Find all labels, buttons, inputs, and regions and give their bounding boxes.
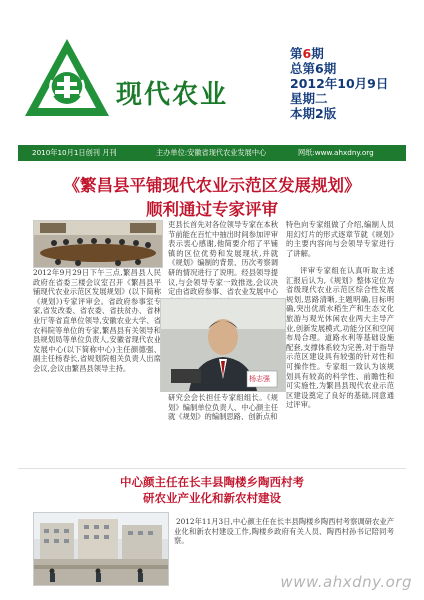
main-headline-line1: 《繁昌县平铺现代农业示范区发展规划》 <box>63 176 361 195</box>
meeting-photo <box>33 220 163 268</box>
second-headline-line1: 中心颜主任在长丰县陶楼乡陶西村考 <box>120 475 304 489</box>
article1-middle-bottom: 研究会会长担任专家组组长。《规划》编制单位负责人、中心颜主任就《规划》的编制思路、创新点和 <box>168 393 278 422</box>
section-divider <box>18 468 406 469</box>
second-headline-line2: 研农业产业化和新农村建设 <box>143 491 281 505</box>
info-bar <box>18 145 406 161</box>
speaker-photo <box>160 298 286 392</box>
issue-edition: 本期2版 <box>290 106 337 121</box>
total-issue: 总第6期 <box>290 61 337 76</box>
issue-date: 2012年10月9日 <box>290 76 389 91</box>
site-watermark: www.ahxdny.org <box>280 573 412 591</box>
issue-info <box>290 46 400 121</box>
main-headline-line2: 顺利通过专家评审 <box>146 200 278 219</box>
issue-weekday: 星期二 <box>290 91 328 106</box>
logo-emblem-icon <box>22 36 112 122</box>
website-info: 网纸:www.ahxdny.org <box>298 148 374 157</box>
article2-text: 2012年11月3日,中心颜主任在长丰县陶楼乡陶西村考察调研农业产业化和新农村建设工作,陶楼乡政府有关人员、陶西村孙书记陪同考察。 <box>174 517 394 546</box>
issue-number: 第6期 <box>290 46 324 61</box>
newspaper-logo <box>22 36 112 122</box>
sponsor-info: 主办单位:安徽省现代农业发展中心 <box>156 148 267 157</box>
article1-middle-top: 吏县长首先对各位领导专家在本秋节前能在百忙中抽出时间参加评审表示衷心感谢,他简要介绍了平铺镇的区位优势和发展现状,并就《规划》编制的背景、历次考察调研的情况进行了说明。经县领导提议,与会领导专家一致推选,会议决定由省政府参事、省农业发展中心 <box>168 220 278 297</box>
article1-left-column: 2012年9月29日下午三点,繁昌县人民政府在省委三楼会议室召开《繁昌县平铺现代农业示范区发展规划》(以下简称《规划》)专家评审会。省政府参事室专家,省发改委、省农委、省扶贫办、省林业厅等省直单位领导,安徽农业大学、省农科院等单位的专家,繁昌县有关领导和县规划局等单位负责人,安徽省现代农业发展中心(以下简称中心)主任颜德强、副主任杨春长,省规划院相关负责人出席会议,会议由繁昌县领导主持。 <box>33 268 161 373</box>
newspaper-title: 现代农业 <box>116 80 229 110</box>
village-photo <box>33 512 169 586</box>
article1-right-top: 特色向专家组做了介绍,编制人员用幻灯片的形式逐章节就《规划》的主要内容向与会领导专家进行了讲解。 <box>286 220 394 258</box>
speaker-nameplate: 杨志强 <box>249 375 270 383</box>
article1-right-main: 评审专家组在认真听取主述汇报后认为,《规划》整体定位为省级现代农业示范区综合性发展规划,思路清晰,主题明确,目标明确,突出优质水稻生产和生态文化旅游与观光休闲农业两大主导产业,创新发展模式,功能分区和空间布局合理。道路水利等基础设施配套,支撑体系较为完善,对于指导示范区建设具有较强的针对性和可操作性。专家组一致认为该规划具有较高的科学性、前瞻性和可实施性,为繁昌县现代农业示范区建设奠定了良好的基础,同意通过评审。 <box>286 266 394 410</box>
founding-info: 2010年10月1日创刊 月刊 <box>32 148 117 157</box>
